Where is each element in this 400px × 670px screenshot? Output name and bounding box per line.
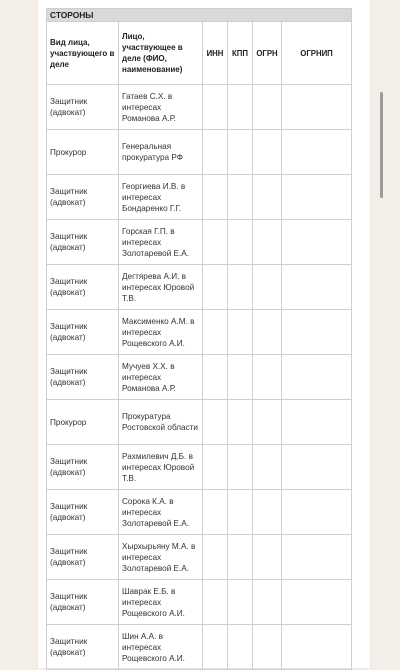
party-name-cell: Гатаев С.Х. в интересах Романова А.Р. <box>119 85 203 130</box>
ogrn-cell <box>253 490 282 535</box>
column-header-inn: ИНН <box>203 22 228 85</box>
inn-cell <box>203 310 228 355</box>
inn-cell <box>203 220 228 265</box>
party-name-cell: Мучуев Х.Х. в интересах Романова А.Р. <box>119 355 203 400</box>
inn-cell <box>203 580 228 625</box>
party-type-cell: Защитник (адвокат) <box>47 355 119 400</box>
ogrn-cell <box>253 580 282 625</box>
party-type-cell: Защитник (адвокат) <box>47 220 119 265</box>
ogrn-cell <box>253 355 282 400</box>
table-row <box>47 580 352 625</box>
kpp-cell <box>228 445 253 490</box>
ogrn-cell <box>253 400 282 445</box>
inn-cell <box>203 175 228 220</box>
party-type-cell: Прокурор <box>47 130 119 175</box>
inn-cell <box>203 445 228 490</box>
kpp-cell <box>228 265 253 310</box>
column-header-ogrnip: ОГРНИП <box>282 22 352 85</box>
kpp-cell <box>228 625 253 670</box>
ogrnip-cell <box>282 175 352 220</box>
party-type-cell: Прокурор <box>47 400 119 445</box>
column-header-ogrn: ОГРН <box>253 22 282 85</box>
kpp-cell <box>228 85 253 130</box>
party-name-cell: Рахмилевич Д.Б. в интересах Юровой Т.В. <box>119 445 203 490</box>
table-row <box>47 400 352 445</box>
ogrn-cell <box>253 175 282 220</box>
table-row <box>47 265 352 310</box>
kpp-cell <box>228 490 253 535</box>
column-header-type: Вид лица, участвующего в деле <box>47 22 119 85</box>
ogrn-cell <box>253 130 282 175</box>
kpp-cell <box>228 220 253 265</box>
table-row <box>47 355 352 400</box>
ogrn-cell <box>253 445 282 490</box>
kpp-cell <box>228 355 253 400</box>
inn-cell <box>203 355 228 400</box>
party-name-cell: Дегтярева А.И. в интересах Юровой Т.В. <box>119 265 203 310</box>
party-type-cell: Защитник (адвокат) <box>47 490 119 535</box>
party-name-cell: Максименко А.М. в интересах Рощевского А.И. <box>119 310 203 355</box>
inn-cell <box>203 625 228 670</box>
table-row <box>47 85 352 130</box>
party-name-cell: Сорока К.А. в интересах Золотаревой Е.А. <box>119 490 203 535</box>
table-row <box>47 175 352 220</box>
ogrn-cell <box>253 265 282 310</box>
ogrnip-cell <box>282 400 352 445</box>
ogrnip-cell <box>282 580 352 625</box>
party-type-cell: Защитник (адвокат) <box>47 535 119 580</box>
ogrn-cell <box>253 85 282 130</box>
kpp-cell <box>228 310 253 355</box>
party-type-cell: Защитник (адвокат) <box>47 310 119 355</box>
inn-cell <box>203 490 228 535</box>
party-name-cell: Прокуратура Ростовской области <box>119 400 203 445</box>
party-name-cell: Георгиева И.В. в интересах Бондаренко Г.Г. <box>119 175 203 220</box>
ogrnip-cell <box>282 130 352 175</box>
inn-cell <box>203 85 228 130</box>
table-row <box>47 130 352 175</box>
table-row <box>47 625 352 670</box>
ogrnip-cell <box>282 265 352 310</box>
kpp-cell <box>228 535 253 580</box>
table-row <box>47 490 352 535</box>
ogrnip-cell <box>282 625 352 670</box>
scrollbar[interactable] <box>380 92 383 198</box>
party-name-cell: Шаврак Е.Б. в интересах Рощевского А.И. <box>119 580 203 625</box>
table-row <box>47 220 352 265</box>
party-type-cell: Защитник (адвокат) <box>47 625 119 670</box>
kpp-cell <box>228 130 253 175</box>
ogrn-cell <box>253 535 282 580</box>
party-name-cell: Хырхырьяну М.А. в интересах Золотаревой Е.А. <box>119 535 203 580</box>
party-type-cell: Защитник (адвокат) <box>47 175 119 220</box>
inn-cell <box>203 400 228 445</box>
table-body <box>47 85 352 670</box>
inn-cell <box>203 265 228 310</box>
party-type-cell: Защитник (адвокат) <box>47 580 119 625</box>
ogrnip-cell <box>282 535 352 580</box>
parties-table <box>46 8 352 670</box>
ogrn-cell <box>253 220 282 265</box>
table-row <box>47 535 352 580</box>
ogrnip-cell <box>282 490 352 535</box>
table-row <box>47 445 352 490</box>
party-type-cell: Защитник (адвокат) <box>47 85 119 130</box>
inn-cell <box>203 535 228 580</box>
column-header-person: Лицо, участвующее в деле (ФИО, наименование) <box>119 22 203 85</box>
table-row <box>47 310 352 355</box>
party-name-cell: Генеральная прокуратура РФ <box>119 130 203 175</box>
party-type-cell: Защитник (адвокат) <box>47 265 119 310</box>
kpp-cell <box>228 400 253 445</box>
section-title: СТОРОНЫ <box>47 9 352 22</box>
ogrnip-cell <box>282 220 352 265</box>
ogrnip-cell <box>282 355 352 400</box>
ogrn-cell <box>253 310 282 355</box>
ogrnip-cell <box>282 445 352 490</box>
party-name-cell: Шин А.А. в интересах Рощевского А.И. <box>119 625 203 670</box>
inn-cell <box>203 130 228 175</box>
ogrnip-cell <box>282 310 352 355</box>
party-type-cell: Защитник (адвокат) <box>47 445 119 490</box>
kpp-cell <box>228 175 253 220</box>
column-header-kpp: КПП <box>228 22 253 85</box>
ogrnip-cell <box>282 85 352 130</box>
ogrn-cell <box>253 625 282 670</box>
party-name-cell: Горская Г.П. в интересах Золотаревой Е.А. <box>119 220 203 265</box>
kpp-cell <box>228 580 253 625</box>
